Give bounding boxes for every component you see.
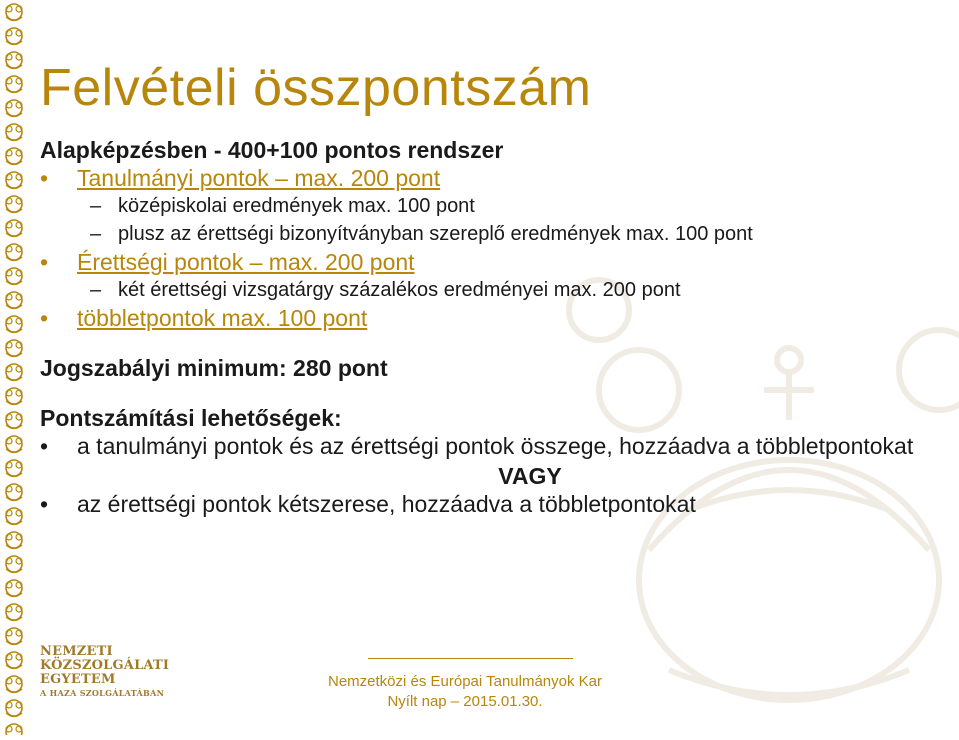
sub-certificate-results: – plusz az érettségi bizonyítványban szereplő eredmények max. 100 pont [40,220,940,248]
university-logo [40,645,169,699]
spacer [40,332,940,354]
bullet-option-sum: • a tanulmányi pontok és az érettségi pontok összege, hozzáadva a többletpontokat [40,432,940,460]
footer [300,672,630,712]
sub-highschool-results: – középiskolai eredmények max. 100 pont [40,192,940,220]
ornament-pattern-icon [0,0,28,735]
or-label: VAGY [498,463,562,489]
bullet-exam-points [40,248,940,276]
slide-title: Felvételi összpontszám [40,59,592,117]
bullet-study-points [40,164,940,192]
heading-system: Alapképzésben - 400+100 pontos rendszer [40,137,504,163]
heading-legal-minimum: Jogszabályi minimum: 280 pont [40,355,388,381]
logo-line-4: A HAZA SZOLGÁLATÁBAN [40,688,165,698]
bullet-exam-points-label: Érettségi pontok – max. 200 pont [77,249,415,275]
heading-calc-options: Pontszámítási lehetőségek: [40,405,342,431]
bullet-study-points-label: Tanulmányi pontok – max. 200 pont [77,165,441,191]
footer-event: Nyílt nap – 2015.01.30. [387,693,543,710]
logo-line-1: NEMZETI [40,644,113,659]
footer-divider [368,658,573,659]
bullet-option-double: • az érettségi pontok kétszerese, hozzáadva a többletpontokat [40,490,940,518]
bullet-extra-points [40,304,940,332]
footer-faculty: Nemzetközi és Európai Tanulmányok Kar [327,673,603,690]
decorative-left-border [0,0,28,735]
bullet-extra-points-label: többletpontok max. 100 pont [77,305,368,331]
logo-line-3: EGYETEM [40,672,116,687]
slide-content [40,136,940,518]
sub-exam-subjects: – két érettségi vizsgatárgy százalékos eredményei max. 200 pont [40,276,940,304]
logo-line-2: KÖZSZOLGÁLATI [40,658,170,673]
spacer [40,382,940,404]
